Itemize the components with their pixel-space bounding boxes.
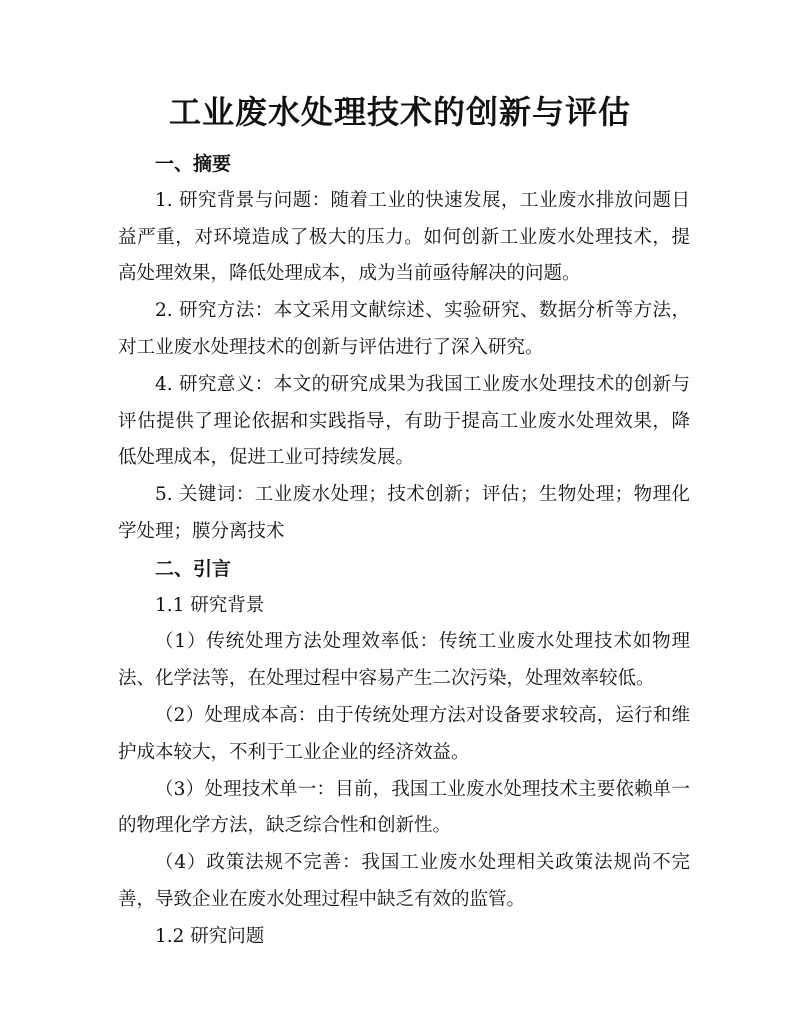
abstract-paragraph-methods: 2. 研究方法：本文采用文献综述、实验研究、数据分析等方法，对工业废水处理技术的创新与评估进行了深入研究。 (118, 300, 690, 358)
intro-paragraph-policy: （4）政策法规不完善：我国工业废水处理相关政策法规尚不完善，导致企业在废水处理过程中缺乏有效的监管。 (118, 852, 690, 910)
subsection-heading-background: 1.1 研究背景 (155, 594, 265, 616)
abstract-paragraph-keywords: 5. 关键词：工业废水处理；技术创新；评估；生物处理；物理化学处理；膜分离技术 (118, 484, 690, 542)
abstract-paragraph-background: 1. 研究背景与问题：随着工业的快速发展，工业废水排放问题日益严重，对环境造成了极大的压力。如何创新工业废水处理技术，提高处理效果，降低处理成本，成为当前亟待解决的问题。 (118, 189, 690, 285)
subsection-heading-questions: 1.2 研究问题 (155, 925, 265, 947)
intro-paragraph-cost: （2）处理成本高：由于传统处理方法对设备要求较高，运行和维护成本较大，不利于工业企业的经济效益。 (118, 704, 690, 763)
document-title: 工业废水处理技术的创新与评估 (168, 93, 631, 131)
section-heading-abstract: 一、摘要 (155, 153, 232, 175)
intro-paragraph-efficiency: （1）传统处理方法处理效率低：传统工业废水处理技术如物理法、化学法等，在处理过程中容易产生二次污染，处理效率较低。 (118, 631, 690, 690)
abstract-paragraph-significance: 4. 研究意义：本文的研究成果为我国工业废水处理技术的创新与评估提供了理论依据和实践指导，有助于提高工业废水处理效果，降低处理成本，促进工业可持续发展。 (118, 373, 690, 469)
document-body (118, 146, 690, 956)
section-heading-intro: 二、引言 (155, 557, 232, 580)
intro-paragraph-single-tech: （3）处理技术单一：目前，我国工业废水处理技术主要依赖单一的物理化学方法，缺乏综合性和创新性。 (118, 778, 690, 837)
